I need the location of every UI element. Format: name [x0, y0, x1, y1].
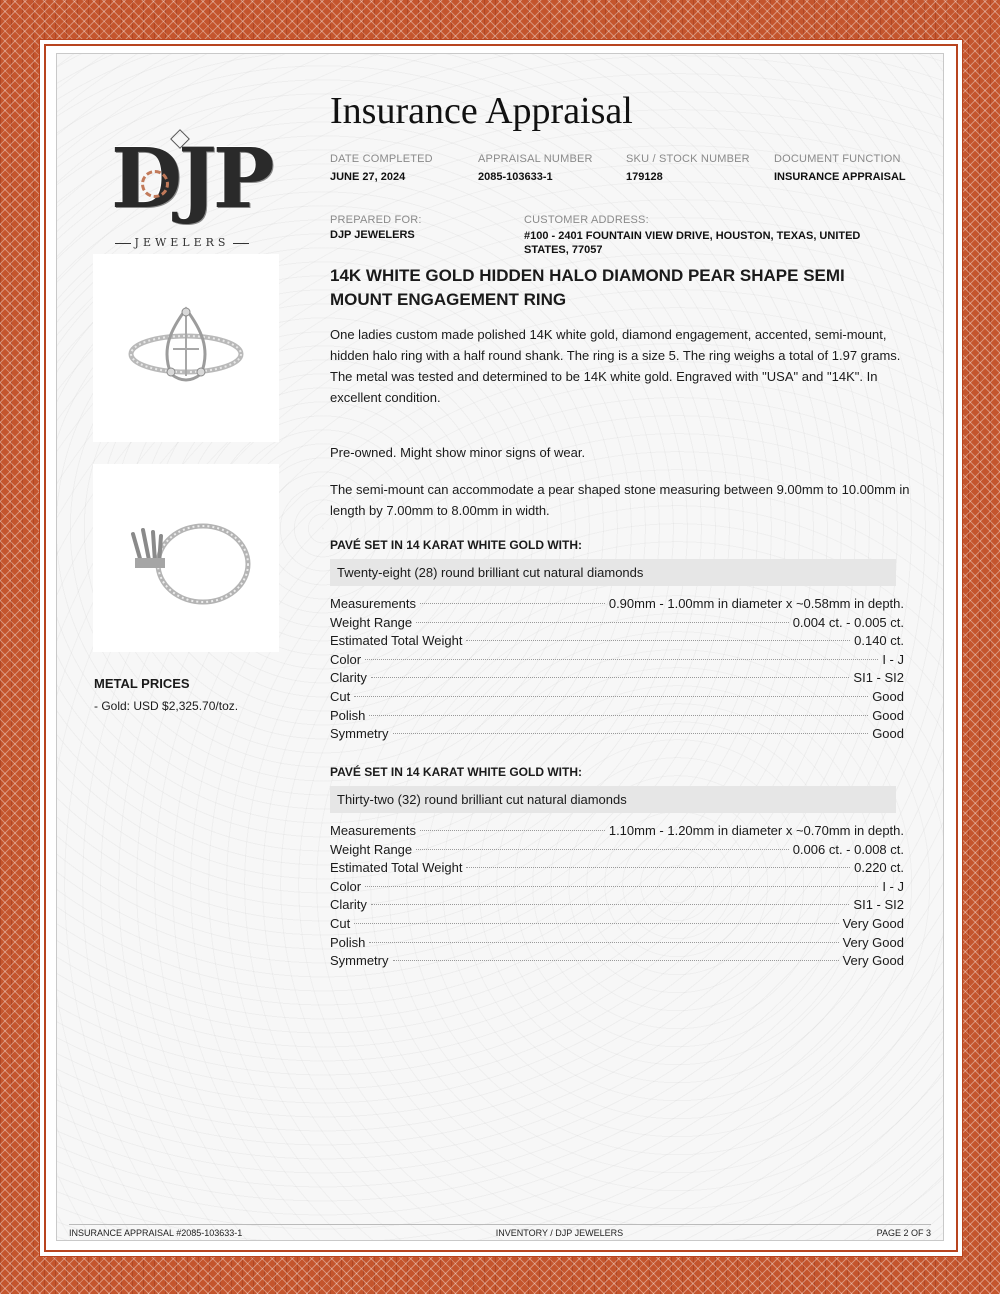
meta-value: JUNE 27, 2024 [330, 171, 406, 183]
spec-value: 1.10mm - 1.20mm in diameter x ~0.70mm in depth. [608, 823, 904, 838]
spec-value: 0.140 ct. [854, 633, 904, 649]
customer-address [524, 214, 894, 257]
leader-dots [393, 733, 869, 734]
logo-subtitle: JEWELERS [107, 236, 257, 249]
spec-label: Clarity [330, 670, 367, 686]
stone-description: Thirty-two (32) round brilliant cut natural diamonds [330, 786, 896, 813]
condition-note: Pre-owned. Might show minor signs of wear. [330, 445, 586, 460]
logo-letters: DJP [111, 131, 271, 227]
spec-value: Good [872, 726, 904, 742]
ring-photo-top [93, 254, 279, 442]
meta-label: SKU / STOCK NUMBER [626, 153, 750, 165]
gear-icon [141, 170, 169, 198]
page-title: Insurance Appraisal [330, 90, 633, 132]
leader-dots [369, 942, 838, 943]
spec-row [330, 596, 904, 615]
spec-label: Cut [330, 688, 351, 704]
section-heading: PAVÉ SET IN 14 KARAT WHITE GOLD WITH: [330, 538, 582, 552]
spec-value: Good [872, 707, 904, 723]
spec-row [330, 726, 904, 745]
meta-label: PREPARED FOR: [330, 214, 422, 226]
leader-dots [466, 867, 850, 868]
spec-row [330, 916, 904, 935]
leader-dots [371, 677, 850, 678]
spec-row [330, 953, 904, 972]
item-title: 14K WHITE GOLD HIDDEN HALO DIAMOND PEAR SHAPE SEMI MOUNT ENGAGEMENT RING [330, 266, 845, 309]
spec-value: Very Good [842, 953, 904, 969]
spec-label: Measurements [330, 823, 416, 838]
spec-value: SI1 - SI2 [853, 897, 904, 913]
leader-dots [354, 696, 868, 697]
leader-dots [420, 830, 605, 831]
metal-prices-heading: METAL PRICES [94, 676, 190, 691]
spec-label: Color [330, 651, 362, 667]
prepared-for [330, 214, 422, 241]
meta-label: APPRAISAL NUMBER [478, 153, 593, 165]
spec-value: 0.220 ct. [854, 860, 904, 876]
spec-label: Cut [330, 915, 351, 931]
meta-label: DATE COMPLETED [330, 153, 433, 165]
leader-dots [354, 923, 838, 924]
spec-row [330, 842, 904, 861]
spec-row [330, 633, 904, 652]
spec-value: I - J [882, 651, 904, 667]
meta-value: #100 - 2401 FOUNTAIN VIEW DRIVE, HOUSTON, TEXAS, UNITED STATES, 77057 [524, 230, 861, 256]
page-footer [69, 1224, 931, 1241]
spec-list-2 [330, 823, 904, 972]
mount-note: The semi-mount can accommodate a pear shaped stone measuring between 9.00mm to 10.00mm in length by 7.00mm to 8.00mm in width. [330, 482, 910, 518]
spec-row [330, 652, 904, 671]
ring-photo-side [93, 464, 279, 652]
spec-row [330, 823, 904, 842]
footer-page-number: PAGE 2 OF 3 [876, 1228, 931, 1238]
spec-label: Measurements [330, 596, 416, 611]
spec-value: SI1 - SI2 [853, 670, 904, 686]
spec-value: Very Good [842, 915, 904, 931]
meta-label: DOCUMENT FUNCTION [774, 153, 901, 165]
leader-dots [371, 904, 850, 905]
meta-sku [626, 153, 750, 183]
leader-dots [466, 640, 850, 641]
leader-dots [365, 886, 878, 887]
leader-dots [416, 622, 789, 623]
spec-value: Very Good [842, 934, 904, 950]
spec-value: I - J [882, 878, 904, 894]
spec-value: 0.90mm - 1.00mm in diameter x ~0.58mm in depth. [608, 596, 904, 611]
spec-label: Polish [330, 707, 366, 723]
spec-row [330, 615, 904, 634]
spec-row [330, 935, 904, 954]
spec-label: Estimated Total Weight [330, 860, 463, 876]
gold-price: - Gold: USD $2,325.70/toz. [94, 699, 239, 713]
spec-row [330, 860, 904, 879]
spec-value: 0.006 ct. - 0.008 ct. [792, 841, 904, 857]
meta-value: INSURANCE APPRAISAL [774, 171, 906, 183]
stone-description: Twenty-eight (28) round brilliant cut natural diamonds [330, 559, 896, 586]
spec-label: Symmetry [330, 726, 389, 742]
meta-value: 2085-103633-1 [478, 171, 553, 183]
leader-dots [416, 849, 789, 850]
meta-value: DJP JEWELERS [330, 229, 415, 241]
spec-row [330, 708, 904, 727]
spec-label: Estimated Total Weight [330, 633, 463, 649]
spec-value: 0.004 ct. - 0.005 ct. [792, 614, 904, 630]
spec-label: Clarity [330, 897, 367, 913]
meta-appraisal-number [478, 153, 593, 183]
section-heading: PAVÉ SET IN 14 KARAT WHITE GOLD WITH: [330, 765, 582, 779]
spec-label: Weight Range [330, 841, 413, 857]
djp-logo [107, 124, 271, 274]
spec-row [330, 897, 904, 916]
spec-label: Weight Range [330, 614, 413, 630]
spec-label: Polish [330, 934, 366, 950]
spec-label: Symmetry [330, 953, 389, 969]
meta-document-function [774, 153, 906, 183]
spec-label: Color [330, 878, 362, 894]
spec-list-1 [330, 596, 904, 745]
leader-dots [420, 603, 605, 604]
leader-dots [365, 659, 878, 660]
leader-dots [393, 960, 839, 961]
spec-value: Good [872, 688, 904, 704]
leader-dots [369, 715, 868, 716]
spec-row [330, 879, 904, 898]
meta-label: CUSTOMER ADDRESS: [524, 214, 649, 226]
footer-appraisal-id: INSURANCE APPRAISAL #2085-103633-1 [69, 1228, 243, 1238]
spec-row [330, 689, 904, 708]
footer-inventory: INVENTORY / DJP JEWELERS [495, 1228, 624, 1238]
document-body [56, 53, 944, 1241]
meta-date-completed [330, 153, 433, 183]
meta-value: 179128 [626, 171, 663, 183]
spec-row [330, 670, 904, 689]
item-description: One ladies custom made polished 14K white gold, diamond engagement, accented, semi-mount, hidden halo ring with a half round shank. The ring is a size 5. The ring weighs a total of 1.97 grams. The metal was tested and determined to be 14K white gold. Engraved with "USA" and "14K". In excellent condition. [330, 327, 901, 405]
